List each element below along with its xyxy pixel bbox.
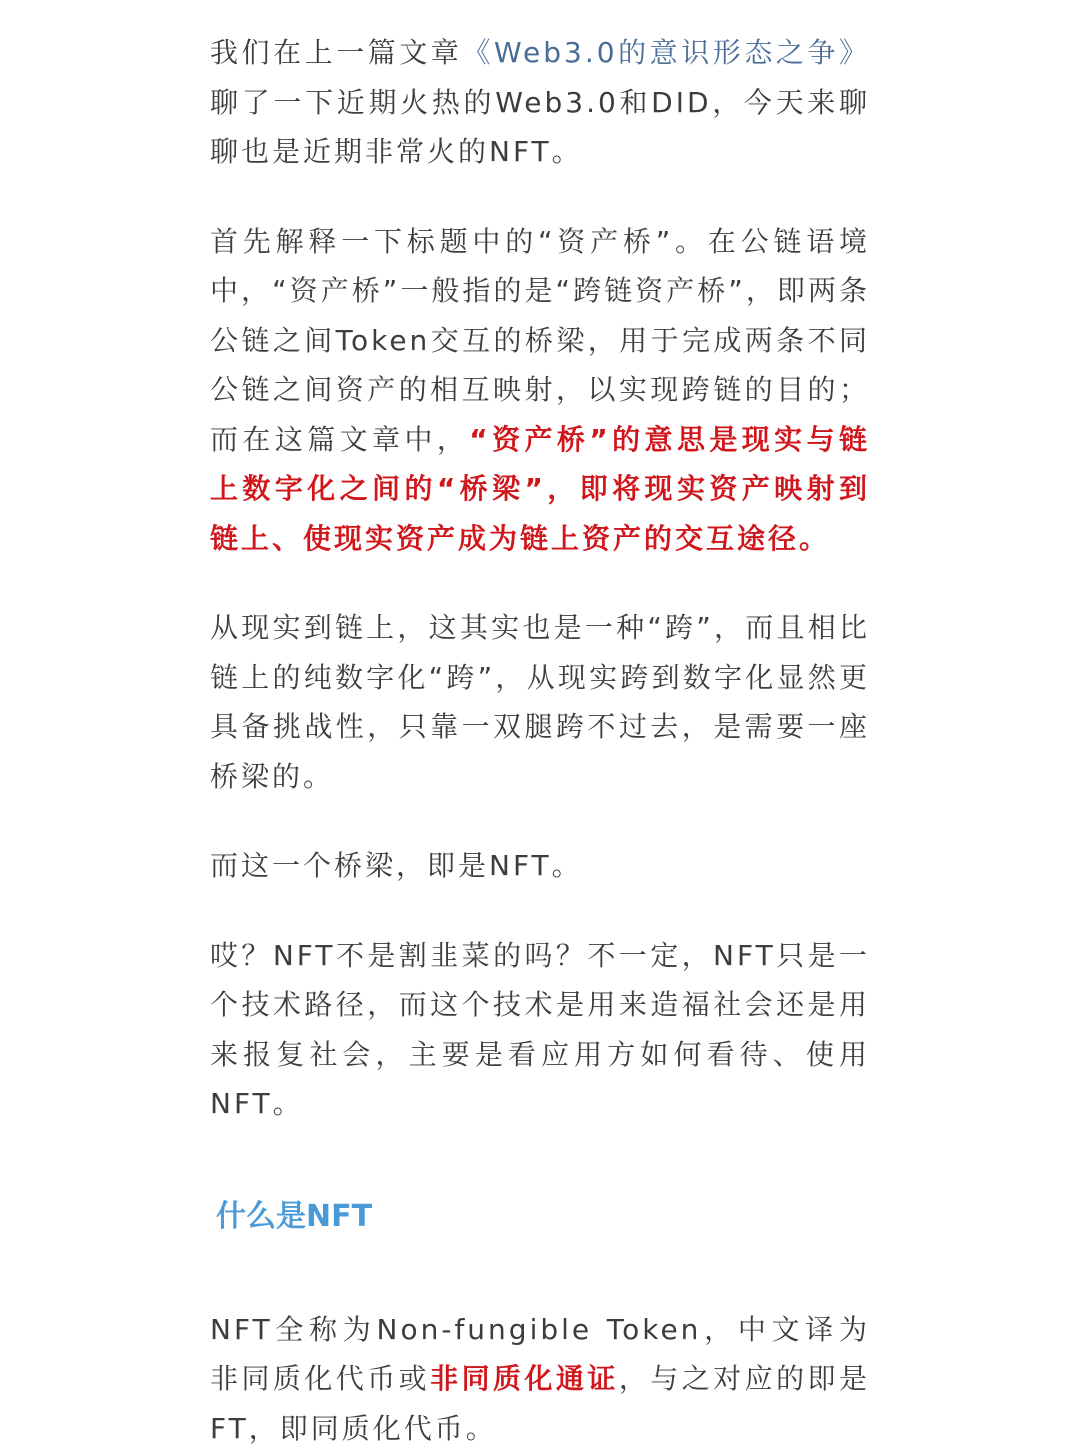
definition-text-cont: ，与之对应的即是FT，即同质化代币。 — [210, 1362, 870, 1445]
paragraph-question: 哎？NFT不是割韭菜的吗？不一定，NFT只是一个技术路径，而这个技术是用来造福社会还是用来报复社会，主要是看应用方如何看待、使用NFT。 — [210, 931, 870, 1129]
definition-text: NFT全称为Non-fungible Token，中文译为非同质化代币或 — [210, 1313, 870, 1396]
paragraph-intro — [210, 28, 870, 177]
article-link[interactable]: 《Web3.0的意识形态之争》 — [462, 36, 870, 69]
paragraph-crossing: 从现实到链上，这其实也是一种“跨”，而且相比链上的纯数字化“跨”，从现实跨到数字化显然更具备挑战性，只靠一双腿跨不过去，是需要一座桥梁的。 — [210, 603, 870, 801]
paragraph-asset-bridge — [210, 217, 870, 564]
paragraph-nft-definition — [210, 1305, 870, 1453]
intro-text-cont: 聊了一下近期火热的Web3.0和DID，今天来聊聊也是近期非常火的NFT。 — [210, 86, 870, 169]
section-heading: 什么是NFT — [210, 1192, 870, 1242]
article-body — [210, 28, 870, 1453]
asset-bridge-emphasis: “资产桥”的意思是现实与链上数字化之间的“桥梁”，即将现实资产映射到链上、使现实资产成为链上资产的交互途径。 — [210, 423, 870, 555]
paragraph-bridge-is-nft: 而这一个桥梁，即是NFT。 — [210, 841, 870, 891]
intro-text: 我们在上一篇文章 — [210, 36, 462, 69]
definition-emphasis: 非同质化通证 — [430, 1362, 619, 1395]
asset-bridge-text: 首先解释一下标题中的“资产桥”。在公链语境中，“资产桥”一般指的是“跨链资产桥”，即两条公链之间Token交互的桥梁，用于完成两条不同公链之间资产的相互映射，以实现跨链的目的；而在这篇文章中， — [210, 225, 870, 456]
